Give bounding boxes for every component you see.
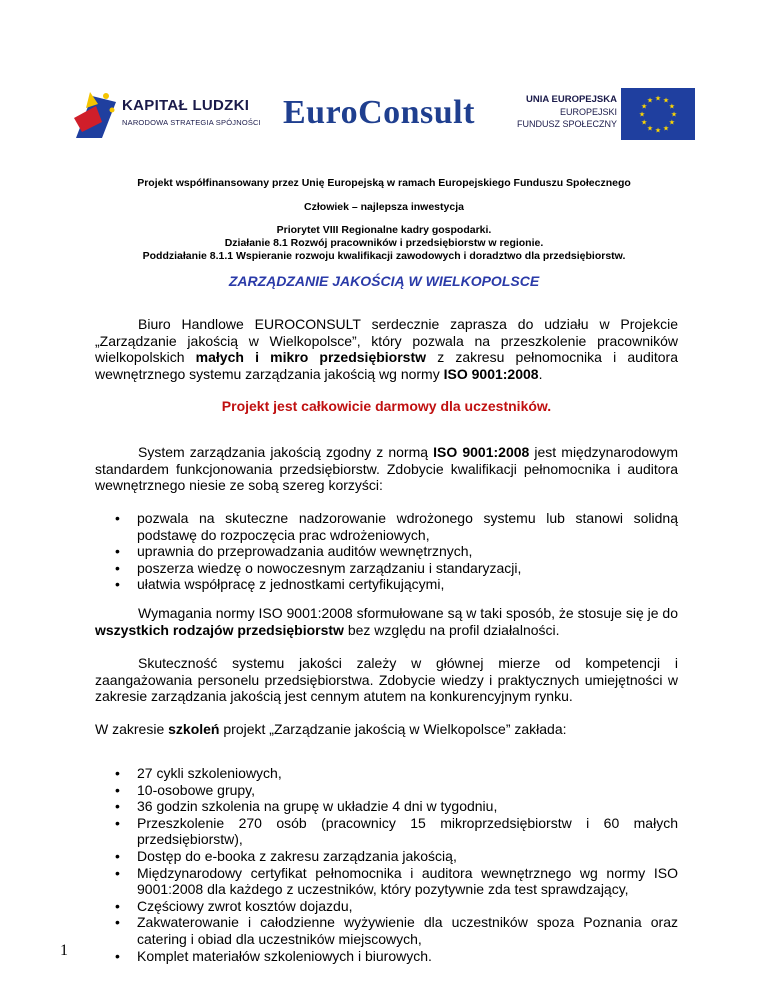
action-line: Działanie 8.1 Rozwój pracowników i przedsiębiorstw w regionie. (224, 237, 544, 249)
subaction-line: Poddziałanie 8.1.1 Wspieranie rozwoju kwalifikacji zawodowych i doradztwo dla przedsiębiorstw. (142, 250, 626, 262)
bullet-icon: • (115, 559, 120, 576)
eu-star-icon: ★ (662, 97, 670, 105)
free-notice: Projekt jest całkowicie darmowy dla uczestników. (221, 398, 552, 414)
bullet-icon: • (115, 847, 120, 864)
eu-star-icon: ★ (670, 111, 678, 119)
eu-star-icon: ★ (654, 95, 662, 103)
cofinance-line: Projekt współfinansowany przez Unię Europejską w ramach Europejskiego Funduszu Społecznego (137, 177, 631, 189)
bullet-icon: • (115, 576, 120, 593)
bullet-icon: • (115, 781, 120, 798)
bullet-icon: • (115, 864, 120, 881)
bullet-icon: • (115, 947, 120, 964)
eu-star-icon: ★ (654, 127, 662, 135)
eu-star-icon: ★ (662, 125, 670, 133)
list-item: • uprawnia do przeprowadzania auditów wewnętrznych, (115, 543, 473, 560)
page-number: 1 (60, 942, 68, 959)
list-item: • pozwala na skuteczne nadzorowanie wdrożonego systemu lub stanowi solidną podstawę do rozpoczęcia prac wdrożeniowych, (115, 510, 678, 543)
kapital-ludzki-subtitle: NARODOWA STRATEGIA SPÓJNOŚCI (122, 118, 261, 127)
training-intro: W zakresie szkoleń projekt „Zarządzanie jakością w Wielkopolsce” zakłada: (95, 721, 567, 737)
list-item: • Częściowy zwrot kosztów dojazdu, (115, 897, 353, 914)
bullet-icon: • (115, 798, 120, 815)
logo-bar (0, 80, 768, 150)
kapital-ludzki-title: KAPITAŁ LUDZKI (122, 97, 250, 114)
eu-logo (513, 84, 699, 144)
list-item: • Międzynarodowy certyfikat pełnomocnika i auditora wewnętrznego wg normy ISO 9001:2008 dla każdego z uczestników, który pozytywnie zda test sprawdzający, (115, 864, 678, 898)
eu-star-icon: ★ (640, 103, 648, 111)
bullet-icon: • (115, 914, 120, 931)
list-item: • Komplet materiałów szkoleniowych i biurowych. (115, 947, 432, 964)
benefits-list (95, 510, 678, 593)
document-title: ZARZĄDZANIE JAKOŚCIĄ W WIELKOPOLSCE (228, 273, 540, 289)
bullet-icon: • (115, 897, 120, 914)
list-item: • 10-osobowe grupy, (115, 781, 256, 798)
list-item: • 36 godzin szkolenia na grupę w układzie 4 dni w tygodniu, (115, 798, 498, 815)
eu-star-icon: ★ (646, 97, 654, 105)
list-item: • Zakwaterowanie i całodzienne wyżywienie dla uczestników spoza Poznania oraz catering i obiad dla uczestników miejscowych, (115, 914, 678, 947)
eu-star-icon: ★ (638, 111, 646, 119)
list-item: • ułatwia współpracę z jednostkami certyfikującymi, (115, 576, 445, 593)
list-item: • Dostęp do e-booka z zakresu zarządzania jakością, (115, 847, 457, 864)
bullet-icon: • (115, 510, 120, 526)
eu-line-2: EUROPEJSKI (559, 107, 617, 117)
bullet-icon: • (115, 543, 120, 560)
bullet-icon: • (115, 814, 120, 831)
eu-star-icon: ★ (646, 125, 654, 133)
list-item: • 27 cykli szkoleniowych, (115, 765, 282, 781)
slogan-line: Człowiek – najlepsza inwestycja (304, 201, 464, 213)
eu-star-icon: ★ (640, 119, 648, 127)
requirements-paragraph: Wymagania normy ISO 9001:2008 sformułowane są w taki sposób, że stosuje się je do wszystkich rodzajów przedsiębiorstw bez względu na profil działalności. (95, 605, 678, 638)
intro-paragraph: Biuro Handlowe EUROCONSULT serdecznie zaprasza do udziału w Projekcie „Zarządzanie jakością w Wielkopolsce”, który pozwala na przeszkolenie pracowników wielkopolskich małych i mikro przedsiębiorstw z zakresu pełnomocnika i auditora wewnętrznego systemu zarządzania jakością wg normy ISO 9001:2008. (95, 316, 678, 382)
kapital-ludzki-emblem-icon (72, 88, 118, 140)
eu-star-icon: ★ (668, 103, 676, 111)
effectiveness-paragraph: Skuteczność systemu jakości zależy w głównej mierze od kompetencji i zaangażowania personelu przedsiębiorstwa. Zdobycie wiedzy i praktycznych umiejętności w zakresie zarządzania jakością jest cennym atutem na konkurencyjnym rynku. (95, 655, 678, 705)
euroconsult-logo: EuroConsult (283, 94, 475, 131)
training-list (95, 765, 678, 964)
system-paragraph: System zarządzania jakością zgodny z normą ISO 9001:2008 jest międzynarodowym standardem funkcjonowania przedsiębiorstw. Zdobycie kwalifikacji pełnomocnika i auditora wewnętrznego niesie ze sobą szereg korzyści: (95, 444, 678, 494)
list-item: • Przeszkolenie 270 osób (pracownicy 15 mikroprzedsiębiorstw i 60 małych przedsiębiorstw), (115, 814, 678, 848)
priority-line: Priorytet VIII Regionalne kadry gospodarki. (276, 224, 492, 236)
bullet-icon: • (115, 765, 120, 781)
eu-star-icon: ★ (668, 119, 676, 127)
kapital-ludzki-logo (72, 88, 272, 140)
eu-flag-icon (621, 88, 695, 140)
eu-line-3: FUNDUSZ SPOŁECZNY (516, 119, 617, 129)
eu-line-1: UNIA EUROPEJSKA (526, 94, 617, 105)
list-item: • poszerza wiedzę o nowoczesnym zarządzaniu i standaryzacji, (115, 559, 522, 576)
